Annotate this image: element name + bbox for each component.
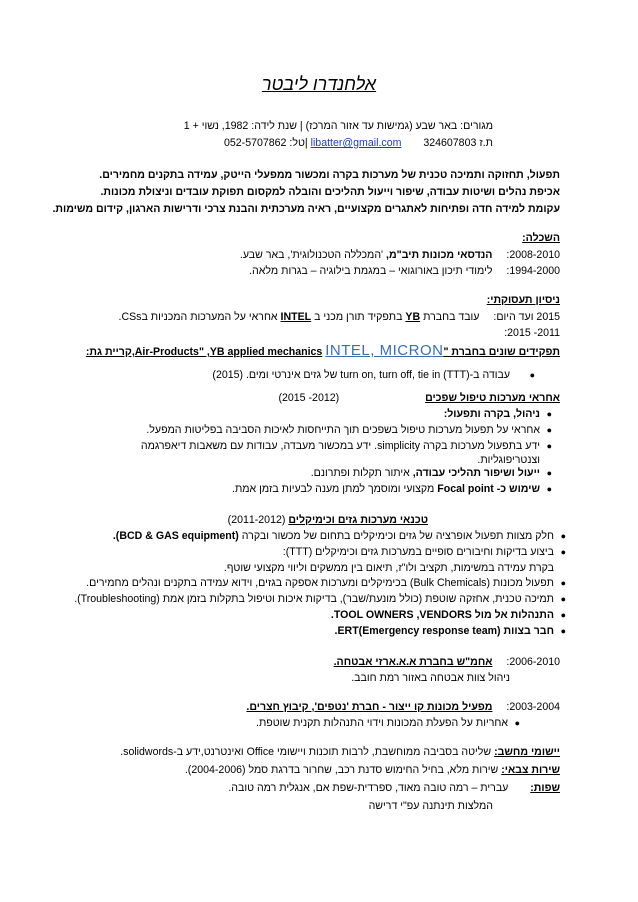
phone-label: |טל:: [289, 137, 308, 149]
company-intel: INTEL: [280, 311, 312, 323]
waste-heading-line: [278, 392, 560, 405]
bullet-dot: ●: [560, 578, 566, 588]
acc-detail: ניהול צוות אבטחה באזור רמת חובב.: [351, 672, 510, 684]
gas-item: התנהלות אל מול TOOL OWNERS ,VENDORS.: [330, 609, 554, 621]
gas-item: [113, 530, 554, 543]
current-text-c: אחראי על המערכות המכניות בCSs.: [118, 311, 278, 323]
military-line: [185, 764, 560, 777]
experience-heading: ניסיון תעסוקתי:: [486, 294, 560, 306]
experience-current: [119, 311, 560, 324]
waste-item: ידע בתפעול מערכות בקרה simplicity. ידע במכשור מעבדה, עבודות עם משאבות דיאפרגמה: [140, 440, 540, 452]
languages-line: [228, 782, 560, 795]
op-title: מפעיל מכונות קו ייצור - חברת 'נטפים', קיבוץ חצרים.: [246, 701, 493, 713]
bullet-dot: ●: [546, 409, 552, 419]
languages-text: עברית – רמה טובה מאוד, ספרדית-שפת אם, אנגלית רמה טובה.: [228, 782, 509, 794]
gas-item: ביצוע בדיקות וחיבורים סופיים במערכות גזים וכימיקלים (TTT):: [282, 546, 554, 558]
computer-heading: יישומי מחשב:: [494, 746, 560, 758]
languages-heading: שפות:: [530, 782, 560, 794]
contact-details: [224, 137, 493, 150]
waste-item-head: ייעול ושיפור תהליכי עבודה,: [412, 467, 540, 479]
waste-item: אחראי על תפעול מערכות טיפול בשפכים תוך התייחסות לאיכות הסביבה בפליטות המפעל.: [146, 424, 540, 436]
company-yb: YB: [405, 311, 421, 323]
tie-in-line: עבודה ב-(TTT) turn on, turn off, tie in של גזים אינרטי ומים. (2015): [212, 369, 510, 381]
contact-line: מגורים: באר שבע (גמישות עד אזור המרכז) | שנת לידה: 1982, נשוי + 1: [183, 120, 493, 132]
military-text: שירות מלא, בחיל החימוש סדנת רכב, שחרור בדרגת סמל (2004-2006).: [184, 764, 499, 776]
projects-heading: תפקידים שונים בחברת "Air-Products" ,YB applied mechanics: [134, 346, 560, 358]
references-line: המלצות תינתנה עפ"י דרישה: [368, 800, 493, 812]
op-years: 2003-2004:: [506, 701, 560, 713]
education-item: [249, 265, 560, 278]
acc-years: 2006-2010:: [506, 656, 560, 668]
acc-line: [334, 656, 560, 669]
bullet-dot: ●: [546, 484, 552, 494]
education-years: 2008-2010:: [506, 249, 560, 261]
current-text-b: בתפקיד תורן מכני ב: [314, 311, 403, 323]
op-detail: אחריות על הפעלת המכונות וידוי התנהלות תקנית שוטפת.: [256, 717, 508, 729]
education-title: הנדסאי מכונות תיב"מ,: [386, 249, 493, 261]
bullet-dot: ●: [546, 441, 552, 451]
gas-item-cont: בקרת עמידה במשימות, תקציב ולו"ז, תיאום בין ממשקים וליווי מקצועי שוטף.: [223, 562, 554, 574]
waste-heading: אחראי מערכות טיפול שפכים: [425, 392, 560, 404]
bullet-dot: ●: [560, 531, 566, 541]
computer-text: שליטה בסביבה ממוחשבת, לרבות תוכנות ויישומי Office ואינטרנט,ידע ב-solidwords.: [120, 746, 492, 758]
bullet-dot: ●: [546, 425, 552, 435]
summary-line-2: אכיפת נהלים ושיטות עבודה, שיפור וייעול תהליכים והובלה למקסום תפוקת עובדים וניצולת מכונות.: [100, 186, 560, 198]
gas-item: תפעול מכונות (Bulk Chemicals) בכימיקלים ומערכות אספקה בגזים, וידוא עמידה בתקנים ונהלים מחמירים.: [86, 577, 554, 589]
current-text-a: עובד בחברת: [423, 311, 480, 323]
summary-line-3: עקומת למידה חדה ופתיחות לאתגרים מקצועיים, ראיה מערכתית והבנת צרכי ודרישות הארגון, קידום משימות.: [52, 203, 560, 215]
experience-range: 2011- 2015:: [504, 327, 560, 339]
page-title: אלחנדרו ליבטר: [261, 74, 377, 94]
bullet-dot: ●: [546, 468, 552, 478]
gas-years: (2011-2012): [227, 514, 286, 526]
military-heading: שירות צבאי:: [501, 764, 560, 776]
gas-item: חבר בצוות ERT(Emergency response team).: [334, 625, 554, 637]
id-value: 324607803: [423, 137, 477, 149]
projects-heading-line: [86, 343, 560, 360]
bullet-dot: ●: [560, 594, 566, 604]
gas-heading: טכנאי מערכות גזים וכימיקלים: [288, 514, 428, 526]
waste-item-text: מקצועי ומוסמך למתן מענה לבעיות בזמן אמת.: [232, 483, 435, 495]
waste-item: [311, 467, 540, 480]
education-detail: לימודי תיכון באורוגואי – במגמת בילוגיה – בגרות מלאה.: [249, 265, 493, 277]
gas-item-equipment: (BCD & GAS equipment).: [112, 530, 239, 542]
projects-city: ,קריית גת:: [85, 346, 135, 358]
summary-line-1: תפעול, תחזוקה ותמיכה טכנית של מערכות בקרה ומכשור ממפעלי הייטק, עמידה בתקנים מחמירים.: [99, 169, 560, 181]
bullet-dot: ●: [514, 718, 520, 728]
waste-item: [232, 483, 540, 496]
current-years: 2015 ועד היום:: [493, 311, 560, 323]
waste-years: (2012- 2015): [278, 392, 340, 404]
education-heading: השכלה:: [522, 232, 560, 244]
bullet-dot: ●: [560, 547, 566, 557]
phone-value: 052-5707862: [224, 137, 287, 149]
bullet-dot: ●: [529, 370, 535, 380]
acc-title: אחמ"ש בחברת א.א.ארזי אבטחה.: [333, 656, 493, 668]
projects-intel: INTEL, MICRON: [325, 342, 444, 359]
email-link[interactable]: libatter@gmail.com: [310, 137, 402, 149]
gas-heading-line: [228, 514, 428, 527]
gas-item-text: חלק מצוות תפעול אופרציה של גזים וכימיקלים בתחום של מכשור ובקרה: [241, 530, 554, 542]
op-line: [246, 701, 560, 714]
waste-item-cont: וצנטריפוגליות.: [477, 454, 540, 466]
waste-sub: ניהול, בקרה ותפעול:: [443, 408, 540, 420]
education-years: 1994-2000:: [506, 265, 560, 277]
waste-item-text: איתור תקלות ופתרונם.: [310, 467, 410, 479]
education-detail: 'המכללה הטכנולוגית', באר שבע.: [239, 249, 384, 261]
education-item: [240, 249, 560, 262]
gas-item: תמיכה טכנית, אחזקה שוטפת (כולל מונעת/שבר), בדיקות איכות וטיפול בתקלות בזמן אמת (Troubleshooting).: [74, 593, 554, 605]
waste-item-head: שימוש כ- Focal point: [437, 483, 540, 495]
id-label: ת.ז: [479, 137, 493, 149]
bullet-dot: ●: [560, 626, 566, 636]
computer-line: [120, 746, 560, 759]
bullet-dot: ●: [560, 610, 566, 620]
